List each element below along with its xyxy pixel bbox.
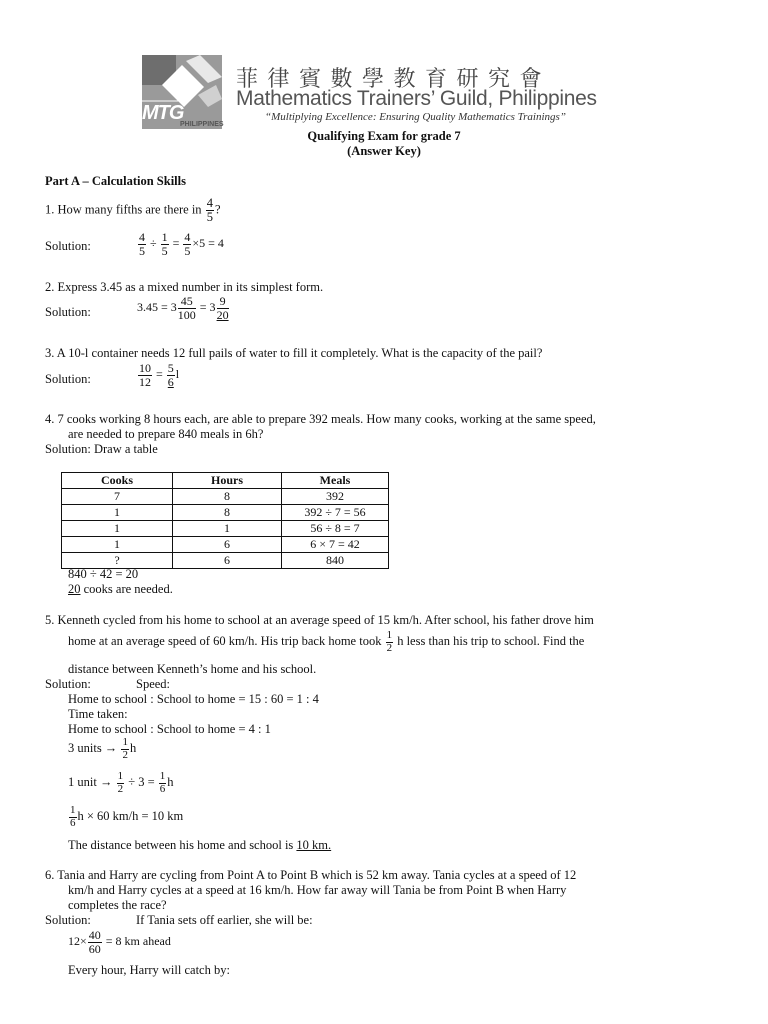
unit-line: 1 unit → $\frac{1}{2}$ ÷ 3 = $\frac{1}{6}$ h xyxy=(68,770,174,795)
time-label: Time taken: xyxy=(68,707,128,721)
logo-text: MTG xyxy=(142,102,184,124)
column-header: Hours xyxy=(173,473,282,489)
question-6-line-3: completes the race? xyxy=(68,898,167,912)
solution-3: $\frac{10}{12}$ = $\frac{5}{6}$ l xyxy=(139,361,180,389)
solution-label: Solution: xyxy=(45,677,91,691)
answer-line: 20 cooks are needed. xyxy=(68,582,173,596)
column-header: Cooks xyxy=(62,473,173,489)
cooks-table xyxy=(61,472,389,569)
answer-key-label: (Answer Key) xyxy=(347,144,421,158)
tagline: “Multiplying Excellence: Ensuring Quality Mathematics Trainings” xyxy=(265,111,566,123)
table-header-row xyxy=(62,473,389,489)
org-name: Mathematics Trainers’ Guild, Philippines xyxy=(236,87,597,110)
question-5-line-1: 5. Kenneth cycled from his home to school at an average speed of 15 km/h. After school, his father drove him xyxy=(45,613,594,627)
table-row: 1 1 56 ÷ 8 = 7 xyxy=(62,521,389,537)
question-4-line-2: are needed to prepare 840 meals in 6h? xyxy=(68,427,264,441)
speed-label: Speed: xyxy=(136,677,171,691)
solution-label: Solution: xyxy=(45,239,91,253)
question-6-line-2: km/h and Harry cycles at a speed at 16 km/h. How far away will Tania be from Point B when Harry xyxy=(68,883,567,897)
exam-title: Qualifying Exam for grade 7 xyxy=(307,129,461,143)
distance-line: $\frac{1}{6}$ h × 60 km/h = 10 km xyxy=(70,804,184,829)
part-a-heading: Part A – Calculation Skills xyxy=(45,174,186,188)
table-row: ? 6 840 xyxy=(62,553,389,569)
question-4-line-1: 4. 7 cooks working 8 hours each, are able to prepare 392 meals. How many cooks, working at the same speed, xyxy=(45,412,596,426)
fraction: $\frac{4}{5}$ xyxy=(206,196,213,225)
table-row: 1 6 6 × 7 = 42 xyxy=(62,537,389,553)
question-3: 3. A 10-l container needs 12 full pails of water to fill it completely. What is the capacity of the pail? xyxy=(45,346,543,360)
question-5-line-3: distance between Kenneth’s home and his school. xyxy=(68,662,317,676)
question-6-line-1: 6. Tania and Harry are cycling from Point A to Point B which is 52 km away. Tania cycles at a speed of 12 xyxy=(45,868,577,882)
question-2: 2. Express 3.45 as a mixed number in its simplest form. xyxy=(45,280,324,294)
table-row: 7 8 392 xyxy=(62,489,389,505)
question-text: 1. How many fifths are there in xyxy=(45,202,202,217)
column-header: Meals xyxy=(282,473,389,489)
every-hour-line: Every hour, Harry will catch by: xyxy=(68,963,230,977)
solution-label: Solution: xyxy=(45,913,91,927)
solution-label: Solution: Draw a table xyxy=(45,442,158,456)
solution-1: $\frac{4}{5}$ ÷ $\frac{1}{5}$ = $\frac{4}{5}$ ×5 = 4 xyxy=(139,230,224,258)
question-5-line-2: home at an average speed of 60 km/h. His trip back home took $\frac{1}{2}$ h less than his trip to school. Find the xyxy=(68,629,585,654)
solution-label: Solution: xyxy=(45,372,91,386)
solution-2: 3.45 = 3 $\frac{45}{100}$ = 3 $\frac{9}{20}$ xyxy=(137,294,229,322)
ratio-line: Home to school : School to home = 15 : 60 = 1 : 4 xyxy=(68,692,319,706)
units-line: 3 units → $\frac{1}{2}$ h xyxy=(68,736,137,761)
logo-subtext: PHILIPPINES xyxy=(180,121,224,128)
solution-text: If Tania sets off earlier, she will be: xyxy=(136,913,313,927)
question-1: 1. How many fifths are there in $\frac{4}{5}$ ? xyxy=(45,196,221,225)
ratio-line: Home to school : School to home = 4 : 1 xyxy=(68,722,271,736)
table-row: 1 8 392 ÷ 7 = 56 xyxy=(62,505,389,521)
conclusion: The distance between his home and school is 10 km. xyxy=(68,838,332,852)
chinese-title: 菲 律 賓 數 學 教 育 研 究 會 xyxy=(236,66,544,91)
calc-line: 840 ÷ 42 = 20 xyxy=(68,567,139,581)
solution-label: Solution: xyxy=(45,305,91,319)
solution-6-calc: 12× $\frac{40}{60}$ = 8 km ahead xyxy=(68,928,171,956)
